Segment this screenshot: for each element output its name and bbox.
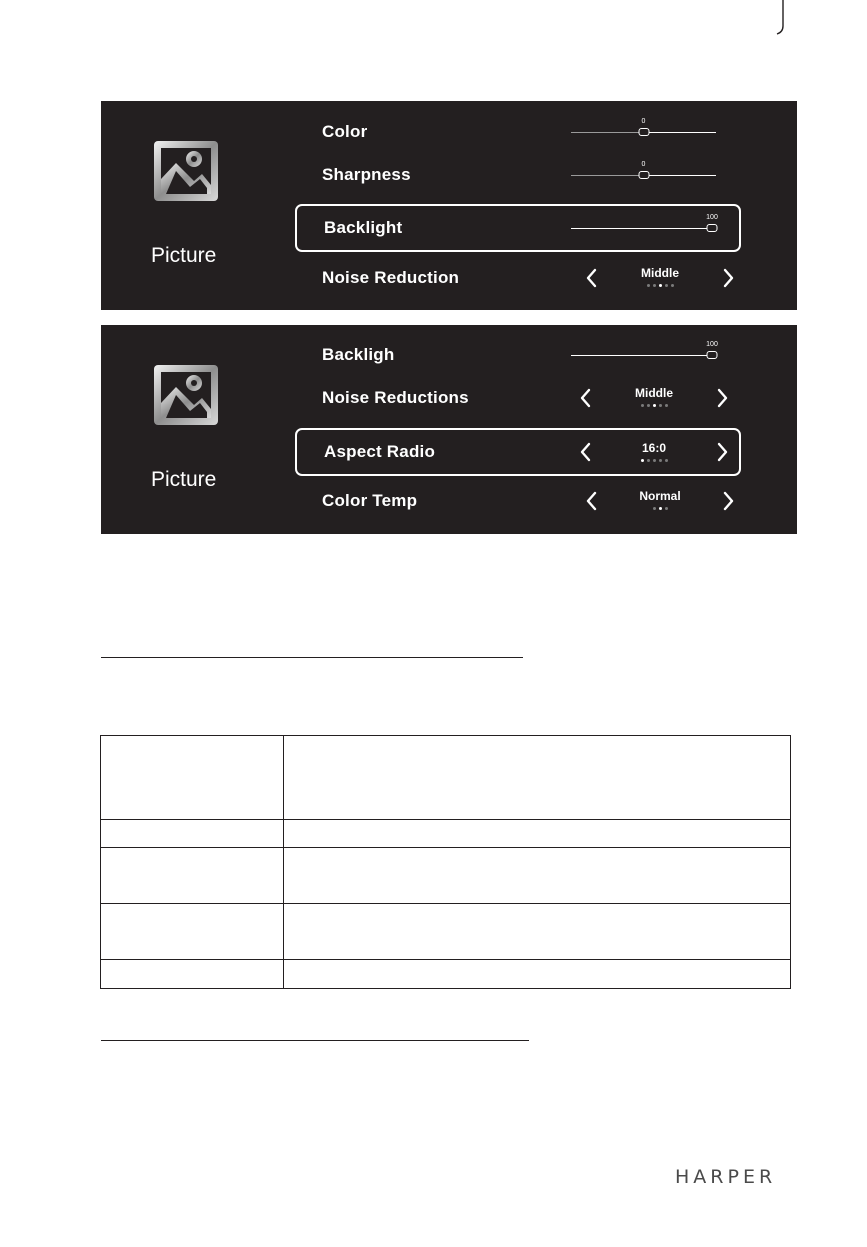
option-dot [665, 459, 668, 462]
selector-value: Middle [635, 386, 673, 400]
picture-icon [152, 139, 220, 203]
menu-row-backligh[interactable] [295, 332, 741, 378]
option-dot [671, 284, 674, 287]
backlight-slider[interactable] [571, 214, 718, 233]
menu-row-noise-reduction[interactable] [295, 255, 741, 301]
option-dots [610, 284, 710, 288]
slider-track [571, 355, 716, 356]
option-dot [659, 404, 662, 407]
picture-menu-panel-1 [101, 101, 797, 310]
option-dot [659, 284, 662, 287]
chevron-right-icon[interactable] [715, 442, 729, 462]
picture-menu-panel-2 [101, 325, 797, 534]
table-cell [101, 848, 284, 904]
corner-crop-mark [771, 0, 795, 40]
chevron-left-icon[interactable] [579, 442, 593, 462]
settings-table [100, 735, 791, 989]
option-dot [665, 507, 668, 510]
table-row [101, 820, 791, 848]
option-dot [659, 459, 662, 462]
slider-knob[interactable] [638, 171, 649, 179]
option-dot [647, 404, 650, 407]
option-dot [659, 507, 662, 510]
slider-knob[interactable] [707, 351, 718, 359]
noise-reduction-selector[interactable] [585, 255, 735, 301]
selector-value: 16:0 [641, 441, 667, 455]
row-label: Color Temp [322, 491, 418, 510]
sharpness-slider[interactable] [571, 161, 716, 180]
slider-value: 0 [641, 118, 646, 125]
row-label: Aspect Radio [324, 442, 436, 461]
option-dot [665, 404, 668, 407]
option-dot [641, 459, 644, 462]
row-label: Color [322, 122, 368, 141]
table-cell [284, 904, 791, 960]
section-label: Picture [151, 468, 217, 491]
table-row [101, 904, 791, 960]
picture-icon [152, 363, 220, 427]
option-dot [653, 459, 656, 462]
menu-row-color-temp[interactable] [295, 478, 741, 524]
slider-knob[interactable] [638, 128, 649, 136]
backlight-slider[interactable] [571, 341, 718, 360]
row-label: Noise Reductions [322, 388, 469, 407]
table-cell [284, 960, 791, 989]
menu-row-backlight[interactable] [295, 204, 741, 252]
menu-row-sharpness[interactable] [295, 152, 741, 198]
chevron-left-icon[interactable] [579, 388, 593, 408]
option-dots [604, 404, 704, 408]
chevron-right-icon[interactable] [721, 268, 735, 288]
selector-value: Normal [639, 489, 681, 503]
selector-value: Middle [641, 266, 679, 280]
chevron-left-icon[interactable] [585, 491, 599, 511]
table-cell [284, 736, 791, 820]
table-cell [101, 960, 284, 989]
table-cell [101, 736, 284, 820]
slider-knob[interactable] [707, 224, 718, 232]
option-dot [641, 404, 644, 407]
table-cell [101, 904, 284, 960]
option-dot [647, 459, 650, 462]
slider-value: 100 [706, 341, 718, 348]
chevron-right-icon[interactable] [721, 491, 735, 511]
slider-value: 0 [641, 161, 646, 168]
slider-track-fill [571, 175, 644, 176]
brand-logo: HARPER [675, 1166, 777, 1188]
table-cell [284, 820, 791, 848]
aspect-radio-selector[interactable] [579, 430, 729, 474]
row-label: Backlight [324, 218, 403, 237]
row-label: Noise Reduction [322, 268, 460, 287]
table-cell [101, 820, 284, 848]
table-cell [284, 848, 791, 904]
menu-row-noise-reductions[interactable] [295, 375, 741, 421]
option-dots [610, 507, 710, 511]
slider-track [571, 228, 716, 229]
color-slider[interactable] [571, 118, 716, 137]
table-row [101, 960, 791, 989]
row-label: Sharpness [322, 165, 411, 184]
option-dots [604, 459, 704, 463]
slider-track-fill [571, 132, 644, 133]
color-temp-selector[interactable] [585, 478, 735, 524]
section-divider [101, 657, 523, 658]
row-label: Backligh [322, 345, 395, 364]
menu-row-aspect-radio[interactable] [295, 428, 741, 476]
section-divider [101, 1040, 529, 1041]
option-dot [665, 284, 668, 287]
noise-reductions-selector[interactable] [579, 375, 729, 421]
option-dot [647, 284, 650, 287]
option-dot [653, 404, 656, 407]
chevron-right-icon[interactable] [715, 388, 729, 408]
menu-row-color[interactable] [295, 109, 741, 155]
slider-value: 100 [706, 214, 718, 221]
option-dot [653, 507, 656, 510]
section-label: Picture [151, 244, 217, 267]
option-dot [653, 284, 656, 287]
chevron-left-icon[interactable] [585, 268, 599, 288]
table-row [101, 736, 791, 820]
table-row [101, 848, 791, 904]
